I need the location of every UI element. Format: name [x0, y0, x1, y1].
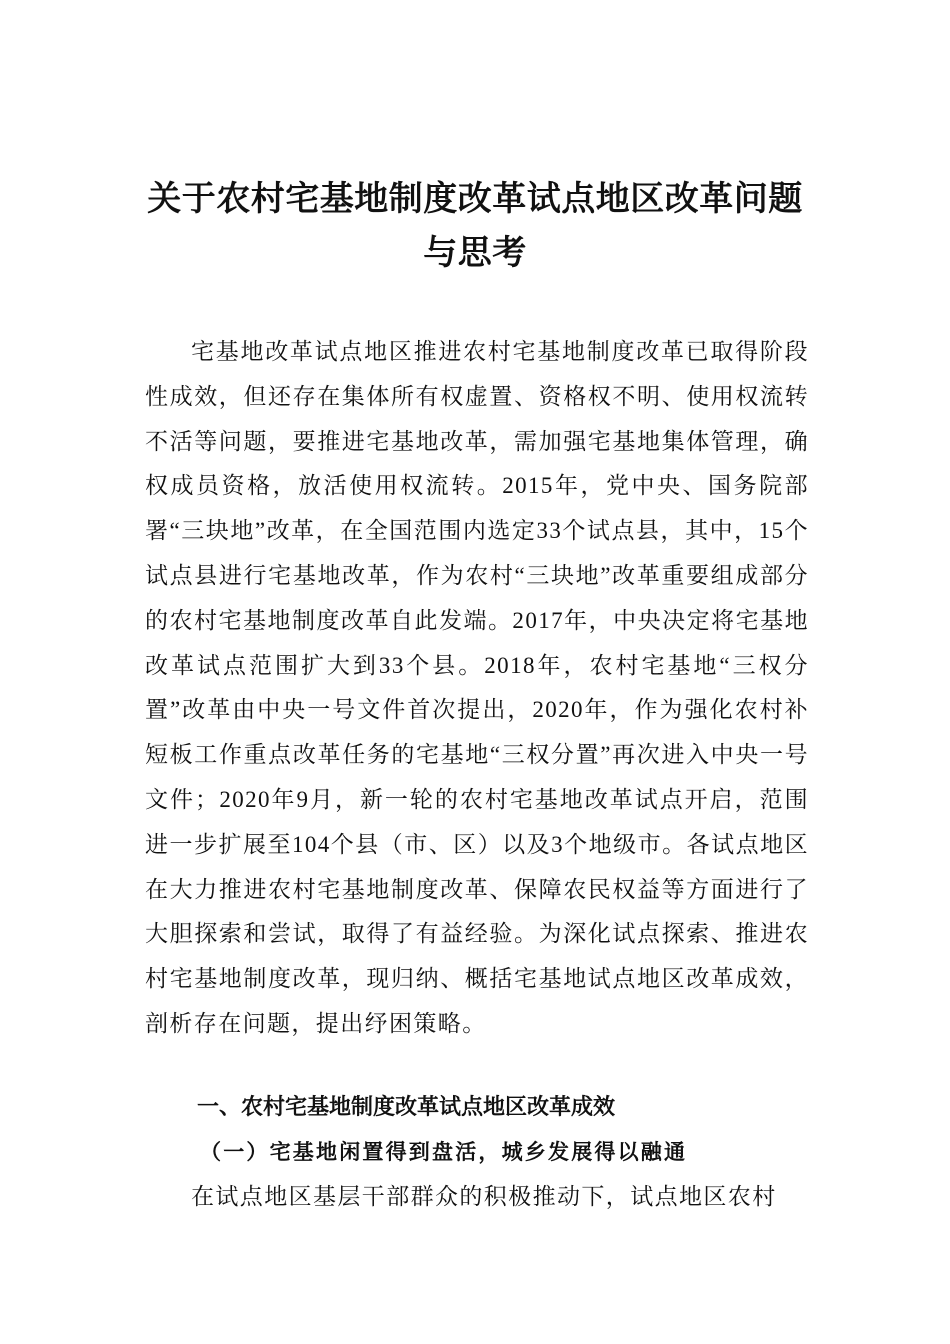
document-title: 关于农村宅基地制度改革试点地区改革问题与思考 [147, 179, 803, 273]
subsection-1-heading: （一）宅基地闲置得到盘活，城乡发展得以融通 [200, 1139, 688, 1164]
subsection-1-paragraph: 在试点地区基层干部群众的积极推动下，试点地区农村 [191, 1184, 777, 1209]
intro-paragraph: 宅基地改革试点地区推进农村宅基地制度改革已取得阶段性成效，但还存在集体所有权虚置、资格权不明、使用权流转不活等问题，要推进宅基地改革，需加强宅基地集体管理，确权成员资格，放活使用权流转。2015年，党中央、国务院部署“三块地”改革，在全国范围内选定33个试点县，其中，15个试点县进行宅基地改革，作为农村“三块地”改革重要组成部分的农村宅基地制度改革自此发端。2017年，中央决定将宅基地改革试点范围扩大到33个县。2018年，农村宅基地“三权分置”改革由中央一号文件首次提出，2020年，作为强化农村补短板工作重点改革任务的宅基地“三权分置”再次进入中央一号文件；2020年9月，新一轮的农村宅基地改革试点开启，范围进一步扩展至104个县（市、区）以及3个地级市。各试点地区在大力推进农村宅基地制度改革、保障农民权益等方面进行了大胆探索和尝试，取得了有益经验。为深化试点探索、推进农村宅基地制度改革，现归纳、概括宅基地试点地区改革成效，剖析存在问题，提出纾困策略。 [145, 339, 809, 1036]
section-1-heading: 一、农村宅基地制度改革试点地区改革成效 [197, 1095, 616, 1120]
